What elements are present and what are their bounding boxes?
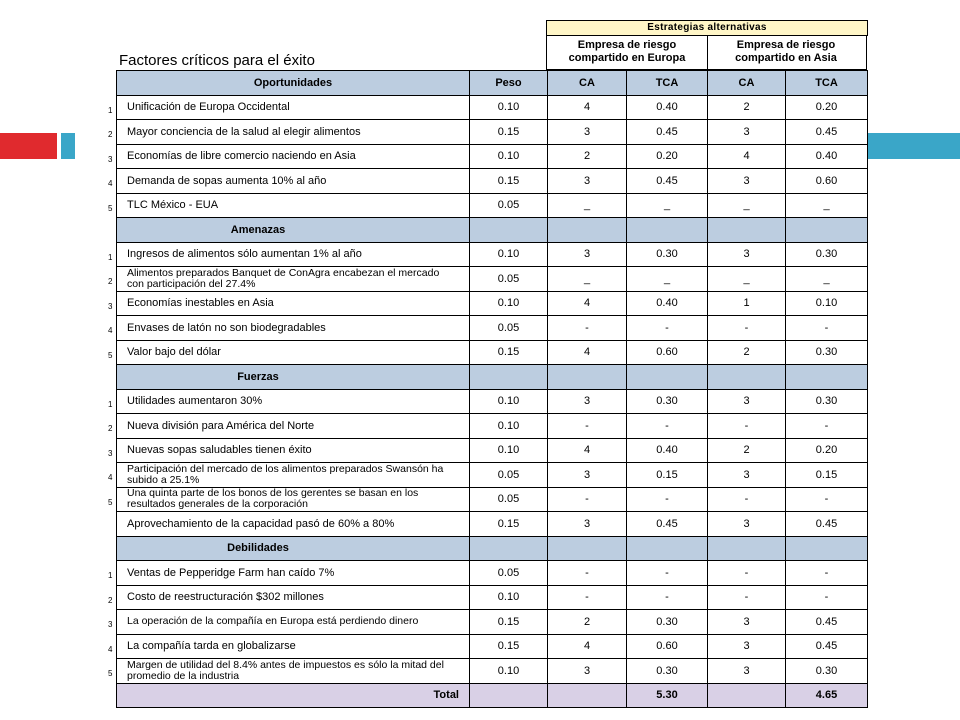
ca-asia-cell: 3 (708, 463, 786, 488)
section-header-row (117, 71, 868, 96)
factor-cell: Margen de utilidad del 8.4% antes de impuestos es sólo la mitad del promedio de la industria (117, 659, 470, 684)
ca-europe-cell: 3 (548, 169, 627, 194)
row-number: 3 (108, 620, 113, 629)
tca-europe-cell: - (627, 487, 708, 512)
factor-cell: Economías de libre comercio naciendo en Asia (117, 144, 470, 169)
row-number: 4 (108, 326, 113, 335)
tca-asia-cell: 0.10 (786, 291, 868, 316)
total-tca-asia: 4.65 (786, 683, 868, 708)
ca-asia-cell: 3 (708, 512, 786, 537)
tca-europe-cell: 0.60 (627, 634, 708, 659)
row-number: 4 (108, 473, 113, 482)
factor-cell: Aprovechamiento de la capacidad pasó de 60% a 80% (117, 512, 470, 537)
column-tca: TCA (786, 71, 868, 96)
ca-europe-cell: 3 (548, 512, 627, 537)
section-empty-cell (548, 536, 627, 561)
row-number: 5 (108, 203, 113, 213)
section-header-row (117, 365, 868, 390)
peso-cell: 0.10 (470, 414, 548, 439)
peso-cell: 0.10 (470, 585, 548, 610)
matrix-table (116, 70, 868, 708)
table-row (117, 144, 868, 169)
ca-asia-cell: 3 (708, 659, 786, 684)
ca-europe-cell: - (548, 561, 627, 586)
ca-asia-cell: 3 (708, 242, 786, 267)
factor-cell: TLC México - EUA (117, 193, 470, 218)
tca-europe-cell: 0.45 (627, 512, 708, 537)
ca-europe-cell: 2 (548, 610, 627, 635)
peso-cell: 0.05 (470, 193, 548, 218)
row-number: 4 (108, 179, 113, 188)
total-row (117, 683, 868, 708)
ca-asia-cell: 3 (708, 120, 786, 145)
tca-europe-cell: 0.30 (627, 389, 708, 414)
table-row (117, 610, 868, 635)
strategies-header: Estrategias alternativas (546, 20, 868, 36)
factor-cell: Economías inestables en Asia (117, 291, 470, 316)
factor-cell: Demanda de sopas aumenta 10% al año (117, 169, 470, 194)
tca-asia-cell: 0.20 (786, 438, 868, 463)
tca-europe-cell: - (627, 316, 708, 341)
ca-asia-cell: _ (708, 267, 786, 292)
row-number: 2 (108, 130, 113, 139)
ca-asia-cell: - (708, 414, 786, 439)
table-row (117, 340, 868, 365)
factor-cell: Nueva división para América del Norte (117, 414, 470, 439)
row-number: 1 (108, 252, 113, 262)
tca-europe-cell: 0.45 (627, 169, 708, 194)
ca-asia-cell: 1 (708, 291, 786, 316)
column-ca: CA (548, 71, 627, 96)
peso-cell: 0.10 (470, 389, 548, 414)
section-label: Oportunidades (117, 71, 470, 96)
ca-europe-cell: 3 (548, 389, 627, 414)
tca-asia-cell: - (786, 487, 868, 512)
tca-europe-cell: - (627, 585, 708, 610)
column-tca: TCA (627, 71, 708, 96)
ca-europe-cell: 2 (548, 144, 627, 169)
ca-europe-cell: 4 (548, 291, 627, 316)
strategy-europe-header: Empresa de riesgo compartido en Europa (546, 35, 708, 70)
peso-cell: 0.05 (470, 267, 548, 292)
table-row (117, 634, 868, 659)
tca-asia-cell: - (786, 414, 868, 439)
tca-asia-cell: 0.30 (786, 242, 868, 267)
peso-cell: 0.15 (470, 634, 548, 659)
ca-europe-cell: - (548, 487, 627, 512)
tca-asia-cell: 0.30 (786, 389, 868, 414)
row-number: 3 (108, 154, 113, 164)
decor-red-bar (0, 133, 57, 159)
tca-asia-cell: _ (786, 193, 868, 218)
ca-europe-cell: 4 (548, 95, 627, 120)
tca-europe-cell: 0.45 (627, 120, 708, 145)
peso-cell: 0.15 (470, 169, 548, 194)
tca-asia-cell: - (786, 316, 868, 341)
table-row (117, 487, 868, 512)
page-title: Factores críticos para el éxito (119, 52, 315, 69)
table-row (117, 659, 868, 684)
tca-asia-cell: 0.45 (786, 634, 868, 659)
ca-europe-cell: 4 (548, 634, 627, 659)
factor-cell: Utilidades aumentaron 30% (117, 389, 470, 414)
row-number: 3 (108, 448, 113, 458)
factor-cell: Una quinta parte de los bonos de los gerentes se basan en los resultados generales de la corporación (117, 487, 470, 512)
tca-asia-cell: 0.45 (786, 610, 868, 635)
decor-teal-bar-left (61, 133, 75, 159)
section-empty-cell (470, 218, 548, 243)
row-number: 1 (108, 399, 113, 409)
ca-europe-cell: _ (548, 193, 627, 218)
section-header-row (117, 536, 868, 561)
ca-europe-cell: - (548, 585, 627, 610)
peso-cell: 0.05 (470, 463, 548, 488)
peso-cell: 0.05 (470, 487, 548, 512)
tca-asia-cell: 0.45 (786, 120, 868, 145)
row-number: 2 (108, 424, 113, 433)
ca-asia-cell: 3 (708, 610, 786, 635)
ca-asia-cell: - (708, 316, 786, 341)
section-header-row (117, 218, 868, 243)
tca-europe-cell: 0.40 (627, 291, 708, 316)
section-empty-cell (627, 218, 708, 243)
section-label: Debilidades (117, 536, 470, 561)
ca-asia-cell: - (708, 561, 786, 586)
peso-cell: 0.10 (470, 438, 548, 463)
total-empty-cell (548, 683, 627, 708)
section-empty-cell (708, 365, 786, 390)
tca-europe-cell: _ (627, 267, 708, 292)
ca-europe-cell: 3 (548, 659, 627, 684)
table-row (117, 561, 868, 586)
table-row (117, 389, 868, 414)
tca-europe-cell: _ (627, 193, 708, 218)
row-number: 3 (108, 301, 113, 311)
tca-europe-cell: 0.30 (627, 659, 708, 684)
row-number: 5 (108, 350, 113, 360)
tca-asia-cell: 0.60 (786, 169, 868, 194)
tca-europe-cell: 0.40 (627, 95, 708, 120)
factor-cell: La operación de la compañía en Europa está perdiendo dinero (117, 610, 470, 635)
total-empty-cell (470, 683, 548, 708)
tca-asia-cell: - (786, 561, 868, 586)
section-empty-cell (470, 536, 548, 561)
total-tca-europe: 5.30 (627, 683, 708, 708)
factor-cell: Ingresos de alimentos sólo aumentan 1% al año (117, 242, 470, 267)
ca-europe-cell: - (548, 316, 627, 341)
row-number: 4 (108, 644, 113, 654)
peso-cell: 0.10 (470, 144, 548, 169)
table-row (117, 463, 868, 488)
section-empty-cell (627, 536, 708, 561)
tca-europe-cell: - (627, 414, 708, 439)
column-ca: CA (708, 71, 786, 96)
ca-asia-cell: 2 (708, 95, 786, 120)
column-peso: Peso (470, 71, 548, 96)
total-empty-cell (708, 683, 786, 708)
table-row (117, 267, 868, 292)
factor-cell: Mayor conciencia de la salud al elegir alimentos (117, 120, 470, 145)
section-empty-cell (548, 218, 627, 243)
peso-cell: 0.10 (470, 95, 548, 120)
section-label: Fuerzas (117, 365, 470, 390)
section-empty-cell (786, 536, 868, 561)
ca-asia-cell: _ (708, 193, 786, 218)
tca-asia-cell: - (786, 585, 868, 610)
section-empty-cell (548, 365, 627, 390)
ca-asia-cell: 3 (708, 389, 786, 414)
peso-cell: 0.15 (470, 340, 548, 365)
factor-cell: Alimentos preparados Banquet de ConAgra encabezan el mercado con participación del 27.4% (117, 267, 470, 292)
tca-europe-cell: 0.30 (627, 610, 708, 635)
row-number: 1 (108, 105, 113, 115)
peso-cell: 0.05 (470, 561, 548, 586)
table-row (117, 242, 868, 267)
factor-cell: Unificación de Europa Occidental (117, 95, 470, 120)
tca-asia-cell: 0.45 (786, 512, 868, 537)
table-row (117, 585, 868, 610)
row-number: 2 (108, 595, 113, 605)
ca-europe-cell: 4 (548, 340, 627, 365)
peso-cell: 0.15 (470, 512, 548, 537)
ca-asia-cell: 3 (708, 169, 786, 194)
ca-asia-cell: 4 (708, 144, 786, 169)
row-number: 1 (108, 571, 113, 580)
tca-asia-cell: 0.15 (786, 463, 868, 488)
table-row (117, 291, 868, 316)
ca-asia-cell: 2 (708, 438, 786, 463)
section-empty-cell (708, 218, 786, 243)
tca-europe-cell: - (627, 561, 708, 586)
table-row (117, 193, 868, 218)
factor-cell: Nuevas sopas saludables tienen éxito (117, 438, 470, 463)
section-empty-cell (470, 365, 548, 390)
row-number: 2 (108, 277, 113, 286)
table-row (117, 120, 868, 145)
table-row (117, 414, 868, 439)
table-row (117, 438, 868, 463)
row-number: 5 (108, 669, 113, 678)
factor-cell: Costo de reestructuración $302 millones (117, 585, 470, 610)
section-empty-cell (708, 536, 786, 561)
factor-cell: Ventas de Pepperidge Farm han caído 7% (117, 561, 470, 586)
peso-cell: 0.15 (470, 120, 548, 145)
ca-europe-cell: 3 (548, 463, 627, 488)
tca-europe-cell: 0.30 (627, 242, 708, 267)
factor-cell: Participación del mercado de los alimentos preparados Swansón ha subido a 25.1% (117, 463, 470, 488)
ca-europe-cell: 3 (548, 120, 627, 145)
table-row (117, 95, 868, 120)
total-label: Total (117, 683, 470, 708)
peso-cell: 0.10 (470, 242, 548, 267)
table-row (117, 512, 868, 537)
peso-cell: 0.10 (470, 659, 548, 684)
peso-cell: 0.15 (470, 610, 548, 635)
strategy-asia-header: Empresa de riesgo compartido en Asia (706, 35, 867, 70)
tca-europe-cell: 0.15 (627, 463, 708, 488)
section-empty-cell (786, 218, 868, 243)
tca-europe-cell: 0.60 (627, 340, 708, 365)
table-row (117, 169, 868, 194)
ca-asia-cell: 3 (708, 634, 786, 659)
tca-europe-cell: 0.40 (627, 438, 708, 463)
ca-asia-cell: - (708, 585, 786, 610)
decor-teal-bar-right (868, 133, 960, 159)
table-row (117, 316, 868, 341)
ca-europe-cell: 3 (548, 242, 627, 267)
tca-europe-cell: 0.20 (627, 144, 708, 169)
section-empty-cell (786, 365, 868, 390)
tca-asia-cell: _ (786, 267, 868, 292)
ca-europe-cell: _ (548, 267, 627, 292)
ca-asia-cell: - (708, 487, 786, 512)
tca-asia-cell: 0.30 (786, 340, 868, 365)
ca-europe-cell: 4 (548, 438, 627, 463)
tca-asia-cell: 0.40 (786, 144, 868, 169)
factor-cell: Envases de latón no son biodegradables (117, 316, 470, 341)
section-empty-cell (627, 365, 708, 390)
peso-cell: 0.10 (470, 291, 548, 316)
ca-europe-cell: - (548, 414, 627, 439)
tca-asia-cell: 0.20 (786, 95, 868, 120)
ca-asia-cell: 2 (708, 340, 786, 365)
factor-cell: La compañía tarda en globalizarse (117, 634, 470, 659)
section-label: Amenazas (117, 218, 470, 243)
factor-cell: Valor bajo del dólar (117, 340, 470, 365)
peso-cell: 0.05 (470, 316, 548, 341)
tca-asia-cell: 0.30 (786, 659, 868, 684)
row-number: 5 (108, 497, 113, 507)
